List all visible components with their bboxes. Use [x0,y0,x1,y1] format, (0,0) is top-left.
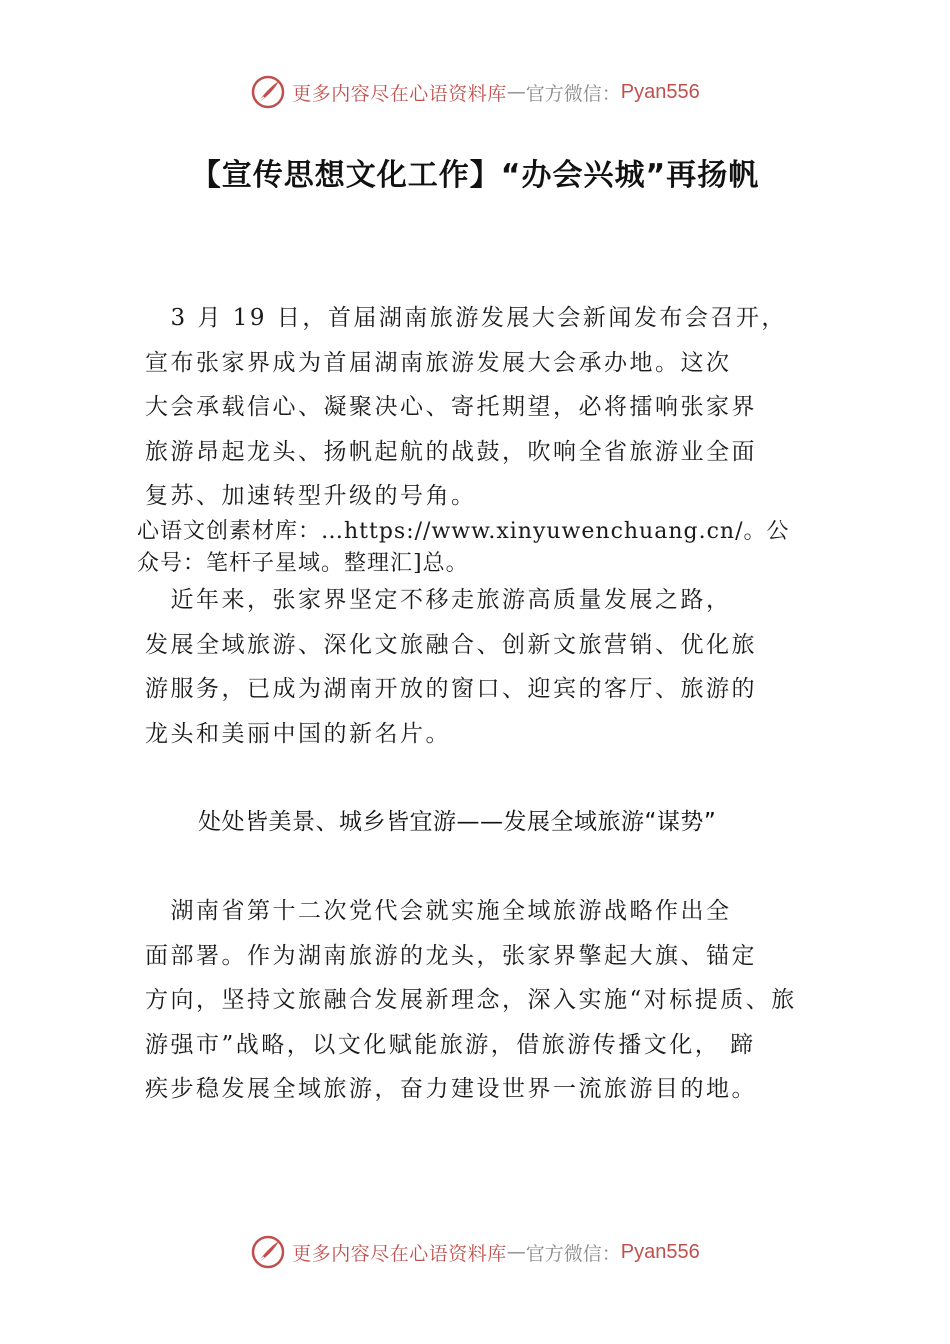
footer-banner [0,1232,950,1272]
header-banner [0,72,950,112]
paragraph-line: 面部署。作为湖南旅游的龙头，张家界擎起大旗、锚定 [145,942,757,969]
banner-wechat-label: 官方微信： [525,1242,621,1265]
banner-separator: — [506,81,526,103]
paragraph-line: 复苏、加速转型升级的号角。 [145,483,477,509]
paragraph-line: 发展全域旅游、深化文旅融合、创新文旅营销、优化旅 [145,631,757,658]
paragraph-intro [145,296,835,519]
banner-wechat-label: 官方微信： [525,82,621,105]
banner-slogan: 更多内容尽在心语资料库 [292,82,507,105]
document-title: 【宣传思想文化工作】“办会兴城”再扬帆 [190,158,760,193]
paragraph-line: 龙头和美丽中国的新名片。 [145,720,451,747]
banner-separator: — [506,1241,526,1263]
paragraph-line: 宣布张家界成为首届湖南旅游发展大会承办地。这次 [145,349,732,376]
section-heading: 处处皆美景、城乡皆宜游——发展全域旅游“谋势” [198,809,717,835]
paragraph-line: 3 月 19 日，首届湖南旅游发展大会新闻发布会召开， [145,305,787,331]
paragraph-line: 方向，坚持文旅融合发展新理念，深入实施“对标提质、旅 [145,987,797,1013]
paragraph-line: 疾步稳发展全域旅游，奋力建设世界一流旅游目的地。 [145,1076,757,1102]
banner-slogan: 更多内容尽在心语资料库 [292,1242,507,1265]
paragraph-line: 游服务，已成为湖南开放的窗口、迎宾的客厅、旅游的 [145,676,757,702]
paragraph-line: 近年来，张家界坚定不移走旅游高质量发展之路， [145,587,732,613]
paragraph-recent-years [145,578,835,756]
paragraph-line: 湖南省第十二次党代会就实施全域旅游战略作出全 [145,898,732,924]
source-note-line: 心语文创素材库：…https://www.xinyuwenchuang.cn/。公 [137,519,790,544]
source-note-line: 众号：笔杆子星域。整理汇]总。 [137,551,469,576]
quill-pen-logo-icon [250,1234,286,1270]
paragraph-line: 旅游昂起龙头、扬帆起航的战鼓，吹响全省旅游业全面 [145,438,757,465]
paragraph-line: 游强市”战略，以文化赋能旅游，借旅游传播文化， 蹄 [145,1031,756,1058]
banner-wechat-id: Pyan556 [620,1240,700,1263]
paragraph-strategy [145,889,845,1112]
paragraph-line: 大会承载信心、凝聚决心、寄托期望，必将擂响张家界 [145,394,757,420]
quill-pen-logo-icon [250,74,286,110]
source-note [137,516,937,580]
banner-wechat-id: Pyan556 [620,80,700,103]
